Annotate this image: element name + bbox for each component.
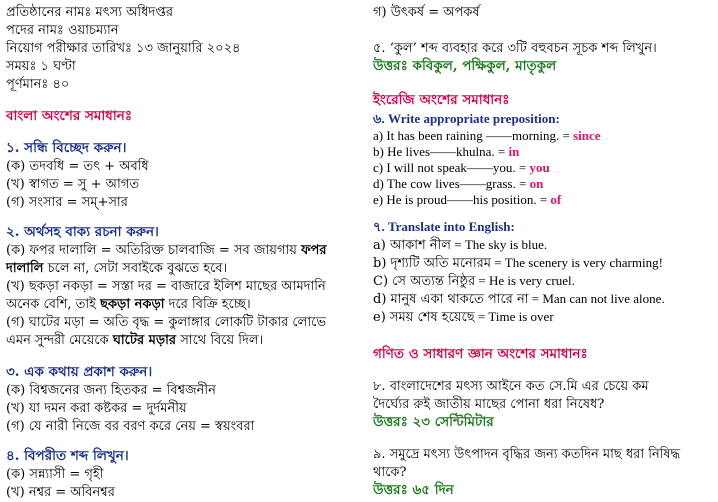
q9-line2: থাকে? bbox=[373, 465, 407, 480]
q7-item-c: C) সে অত্যন্ত নিষ্ঠুর = He is very cruel. bbox=[373, 273, 575, 289]
time-line: সময়ঃ ১ ঘণ্টা bbox=[6, 59, 76, 74]
bangla-heading: বাংলা অংশের সমাধানঃ bbox=[6, 108, 133, 124]
q7-item-b: b) দৃশ্যটি অতি মনোরম = The scenery is very charming! bbox=[373, 255, 663, 271]
q6-title: ৬. Write appropriate preposition: bbox=[373, 111, 560, 126]
q2-b-line1: (খ) ছকড়া নকড়া = সস্তা দর = বাজারে ইলিশ মাছের আমদানি bbox=[6, 279, 326, 294]
q4-item-a: (ক) সন্ন্যাসী = গৃহী bbox=[6, 467, 104, 482]
q4-title: ৪. বিপরীত শব্দ লিখুন। bbox=[6, 448, 129, 464]
post-line: পদের নামঃ ওয়াচম্যান bbox=[6, 23, 119, 38]
q7-item-d: d) মানুষ একা থাকতে পারে না = Man can not live alone. bbox=[373, 291, 665, 307]
q7-item-a: a) আকাশ নীল = The sky is blue. bbox=[373, 237, 548, 253]
q4-item-b: (খ) নশ্বর = অবিনশ্বর bbox=[6, 485, 115, 500]
q5-answer: উত্তরঃ কবিকুল, পক্ষিকুল, মাতৃকুল bbox=[373, 58, 557, 74]
q1-title: ১. সন্ধি বিচ্ছেদ করুন। bbox=[6, 140, 127, 156]
marks-line: পূর্ণমানঃ ৪০ bbox=[6, 77, 70, 92]
q7-item-e: e) সময় শেষ হয়েছে = Time is over bbox=[373, 309, 554, 325]
q1-item-b: (খ) স্বাগত = সু + আগত bbox=[6, 177, 140, 192]
q8-line2: দৈর্ঘ্যের রুই জাতীয় মাছের পোনা ধরা নিষেধ? bbox=[373, 397, 605, 412]
q6-item-b: b) He lives——khulna. = in bbox=[373, 144, 520, 159]
q2-a-line1: (ক) ফপর দালালি = অতিরিক্ত চালবাজি = সব জায়গায় ফপর bbox=[6, 243, 327, 258]
q2-a-line2: দালালি চলে না, সেটা সবাইকে বুঝতে হবে। bbox=[6, 261, 228, 276]
q8-line1: ৮. বাংলাদেশের মৎস্য আইনে কত সে.মি এর চেয়ে কম bbox=[373, 379, 649, 394]
q3-title: ৩. এক কথায় প্রকাশ করুন। bbox=[6, 364, 153, 380]
org-line: প্রতিষ্ঠানের নামঃ মৎস্য অধিদপ্তর bbox=[6, 5, 174, 20]
q2-c-line1: (গ) ঘাটের মড়া = অতি বৃদ্ধ = কুলাঙ্গার লোকটি টাকার লোভে bbox=[6, 315, 327, 330]
q8-answer: উত্তরঃ ২৩ সেন্টিমিটার bbox=[373, 414, 494, 430]
q6-item-c: c) I will not speak——you. = you bbox=[373, 160, 550, 175]
q9-answer: উত্তরঃ ৬৫ দিন bbox=[373, 482, 454, 498]
q6-item-a: a) It has been raining ——morning. = since bbox=[373, 128, 601, 143]
q1-item-a: (ক) তদবধি = তৎ + অবধি bbox=[6, 159, 149, 174]
q9-line1: ৯. সমুদ্রে মৎস্য উৎপাদন বৃদ্ধির জন্য কতদিন মাছ ধরা নিষিদ্ধ bbox=[373, 447, 681, 462]
q6-item-e: e) He is proud——his position. = of bbox=[373, 192, 562, 207]
q7-title: ৭. Translate into English: bbox=[373, 219, 515, 234]
q2-c-line2: এমন সুন্দরী মেয়েকে ঘাটের মড়ার সাথে বিয়ে দিল। bbox=[6, 333, 264, 348]
q1-item-c: (গ) সংসার = সম্‌+সার bbox=[6, 195, 128, 210]
q6-item-d: d) The cow lives——grass. = on bbox=[373, 176, 544, 191]
q2-b-line2: অনেক বেশি, তাই ছকড়া নকড়া দরে বিক্রি হচ্ছে। bbox=[6, 297, 251, 312]
q2-title: ২. অর্থসহ বাক্য রচনা করুন। bbox=[6, 224, 159, 240]
q3-item-c: (গ) যে নারী নিজে বর বরণ করে নেয় = স্বয়ংবরা bbox=[6, 419, 255, 434]
english-heading: ইংরেজি অংশের সমাধানঃ bbox=[373, 92, 510, 108]
q4-item-c: গ) উৎকর্ষ = অপকর্ষ bbox=[373, 5, 480, 20]
q3-item-b: (খ) যা দমন করা কষ্টকর = দুর্দমনীয় bbox=[6, 401, 187, 416]
date-line: নিয়োগ পরীক্ষার তারিখঃ ১৩ জানুয়ারি ২০২৪ bbox=[6, 41, 241, 56]
q3-item-a: (ক) বিশ্বজনের জন্য হিতকর = বিশ্বজনীন bbox=[6, 383, 216, 398]
math-heading: গণিত ও সাধারণ জ্ঞান অংশের সমাধানঃ bbox=[373, 346, 588, 362]
q5-question: ৫. ‘কুল’ শব্দ ব্যবহার করে ৩টি বহুবচন সূচক শব্দ লিখুন। bbox=[373, 41, 657, 56]
